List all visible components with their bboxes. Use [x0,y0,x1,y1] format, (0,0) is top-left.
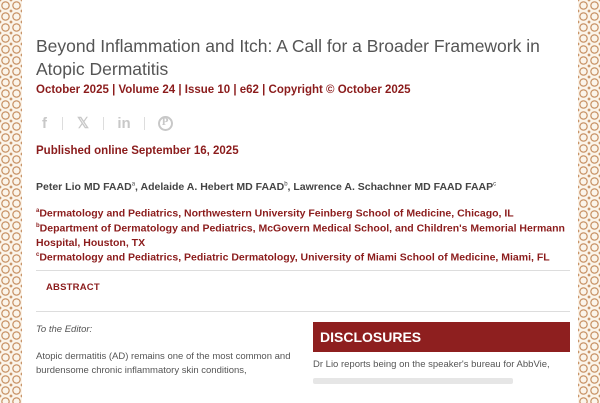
author-sup: c [493,181,497,188]
affiliation-b: $^b$Department of Dermatology and Pediatrics, McGovern Medical School, and Children's Memorial Hermann Hospital, Houston, TX [36,222,565,249]
author-name[interactable]: Lawrence A. Schachner MD FAAD FAAP [293,181,494,193]
x-twitter-icon[interactable]: 𝕏 [76,115,90,132]
author-list: Peter Lio MD FAAD$^a$, Adelaide A. Hebert MD FAAD$^b$, Lawrence A. Schachner MD FAAD FAAP$^c$ [36,181,497,193]
author-sup: a [131,181,136,188]
disclosures-text: Dr Lio reports being on the speaker's bureau for AbbVie, [313,359,550,370]
disclosures-text-faded [313,372,570,386]
share-bar [36,112,185,134]
affiliation-a: $^a$Dermatology and Pediatrics, Northwestern University Feinberg School of Medicine, Chicago, IL [36,207,514,220]
article-content [36,0,572,403]
author-name[interactable]: Adelaide A. Hebert MD FAAD [140,181,285,193]
abstract-toggle[interactable]: ABSTRACT [46,282,100,293]
decorative-border-left [0,0,22,403]
facebook-icon[interactable]: f [42,114,47,132]
published-date: Published online September 16, 2025 [36,145,239,157]
linkedin-icon[interactable]: in [117,114,131,132]
salutation: To the Editor: [36,324,93,335]
body-paragraph: Atopic dermatitis (AD) remains one of the most common and burdensome chronic inflammatory skin conditions, [36,351,291,376]
disclosures-heading: DISCLOSURES [313,322,570,352]
pinterest-icon[interactable]: P [145,112,185,134]
decorative-border-right [578,0,600,403]
author-name[interactable]: Peter Lio MD FAAD [36,181,132,193]
author-sup: b [284,181,288,188]
article-title: Beyond Inflammation and Itch: A Call for a Broader Framework in Atopic Dermatitis [36,36,540,79]
article-meta: October 2025 | Volume 24 | Issue 10 | e62 | Copyright © October 2025 [36,84,411,96]
section-divider [36,270,570,271]
section-divider [36,311,570,312]
affiliation-c: $^c$Dermatology and Pediatrics, Pediatric Dermatology, University of Miami School of Medicine, Miami, FL [36,251,550,264]
